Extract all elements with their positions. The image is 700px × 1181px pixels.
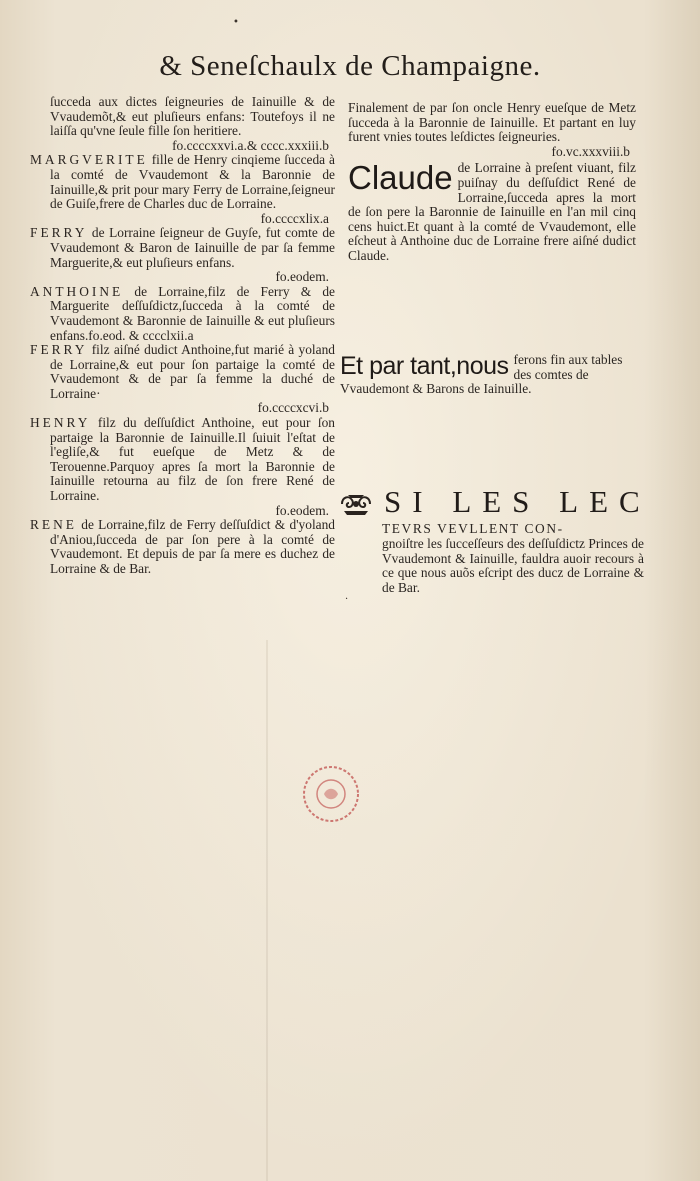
entry-marguerite: MARGVERITE fille de Henry cinqieme ſucceda à la comté de Vvaudemont & la Baronnie de Iainuille,& prit pour mary Ferry de Lorraine,ſeigneur de Guiſe,frere de Charles duc de Lorraine. fo.ccccxlix.a bbox=[30, 152, 335, 226]
entry-continuation: ſucceda aux dictes ſeigneuries de Iainuille & de Vvaudemõt,& eut pluſieurs enfans: Toutefoys il ne laiſſa qu'vne ſeule fille ſon heritiere. fo.ccccxxvi.a.& cccc.xxxiii.b bbox=[50, 94, 335, 153]
folio-reference: fo.ccccxcvi.b bbox=[257, 400, 329, 416]
ink-speck: · bbox=[345, 594, 349, 605]
entry-name: FERRY bbox=[30, 225, 88, 241]
si-les-text: TEVRS VEVLLENT CON- gnoiſtre les ſucceſſeurs des deſſuſdictz Princes de Vvaudemont & Iainuille, fauldra auoir recours à ce que nous auõs eſcript des ducz de Lorraine & de Bar. bbox=[382, 521, 644, 596]
entry-ferry: FERRY de Lorraine ſeigneur de Guyſe, fut comte de Vvaudemont & Baron de Iainuille de par ſa femme Marguerite,& eut pluſieurs enfans. fo.eodem. bbox=[30, 225, 335, 285]
page-crease bbox=[266, 640, 268, 1181]
claude-dropcap: Claude bbox=[348, 159, 453, 197]
entry-name: FERRY bbox=[30, 342, 88, 358]
closing-note-lead: Et par tant,nous bbox=[340, 352, 509, 380]
folio-reference: fo.eodem. bbox=[275, 502, 329, 518]
entry-name: MARGVERITE bbox=[30, 152, 148, 168]
folio-reference: fo.vc.xxxviii.b bbox=[551, 143, 630, 159]
entry-henry: HENRY filz du deſſuſdict Anthoine, eut pour ſon partaige la Baronnie de Iainuille.Il ſuiuit l'eſtat de l'egliſe,& fut eueſque de Metz & de Terouenne.Parquoy apres ſa mort la Baronnie de Iainuille retourna au filz de ſon frere René de Lorraine. fo.eodem. bbox=[30, 415, 335, 518]
entry-anthoine: ANTHOINE de Lorraine,filz de Ferry & de Marguerite deſſuſdictz,ſucceda à la comté de Vvaudemont & Baronnie de Iainuille & eut pluſieurs enfans.fo.eod. & cccclxii.a bbox=[30, 283, 335, 343]
ink-speck: • bbox=[233, 17, 239, 28]
entry-name: HENRY bbox=[30, 415, 91, 431]
entry-name: RENE bbox=[30, 517, 77, 533]
folio-reference: fo.ccccxlix.a bbox=[260, 210, 329, 226]
folio-reference: fo.eodem. bbox=[275, 269, 329, 285]
entry-name: ANTHOINE bbox=[30, 283, 124, 299]
running-header: & Seneſchaulx de Champaigne. bbox=[159, 50, 541, 82]
library-stamp-icon bbox=[300, 763, 362, 825]
fleuron-ornament-icon bbox=[338, 491, 374, 517]
si-les-heading: SI LES LEC bbox=[384, 484, 651, 519]
si-les-first-line: TEVRS VEVLLENT CON- bbox=[382, 521, 564, 536]
right-column bbox=[348, 101, 636, 264]
folio-reference: fo.ccccxxvi.a.& cccc.xxxiii.b bbox=[172, 137, 329, 153]
left-column bbox=[30, 95, 335, 577]
entry-ferry-son: FERRY filz aiſné dudict Anthoine,fut marié à yoland de Lorraine,& eut pour ſon partaige la comté de Vvaudemont & de par ſa femme la duché de Lorraine· fo.ccccxcvi.b bbox=[30, 342, 335, 416]
entry-rene: RENE de Lorraine,filz de Ferry deſſuſdict & d'yoland d'Aniou,ſucceda de par ſon pere à la comté de Vvaudemont. Et depuis de par ſa mere es duchez de Lorraine & de Bar. bbox=[30, 517, 335, 576]
entry-claude: Claude de Lorraine à preſent viuant, filz puiſnay du deſſuſdict René de Lorraine,ſucceda apres la mort de ſon pere la Baronnie de Iainuille en l'an mil cinq cens huict.Et quant à la comté de Vvaudemont, elle eſcheut à Anthoine duc de Lorraine frere aiſné dudict Claude. bbox=[348, 159, 636, 263]
closing-note: Et par tant,nous ferons fin aux tables des comtes de Vvaudemont & Barons de Iainuille. bbox=[340, 352, 623, 397]
right-intro: Finalement de par ſon oncle Henry eueſque de Metz ſucceda à la Baronnie de Iainuille. Et partant en luy furent vnies toutes leſdictes ſeigneuries. fo.vc.xxxviii.b bbox=[348, 100, 636, 159]
